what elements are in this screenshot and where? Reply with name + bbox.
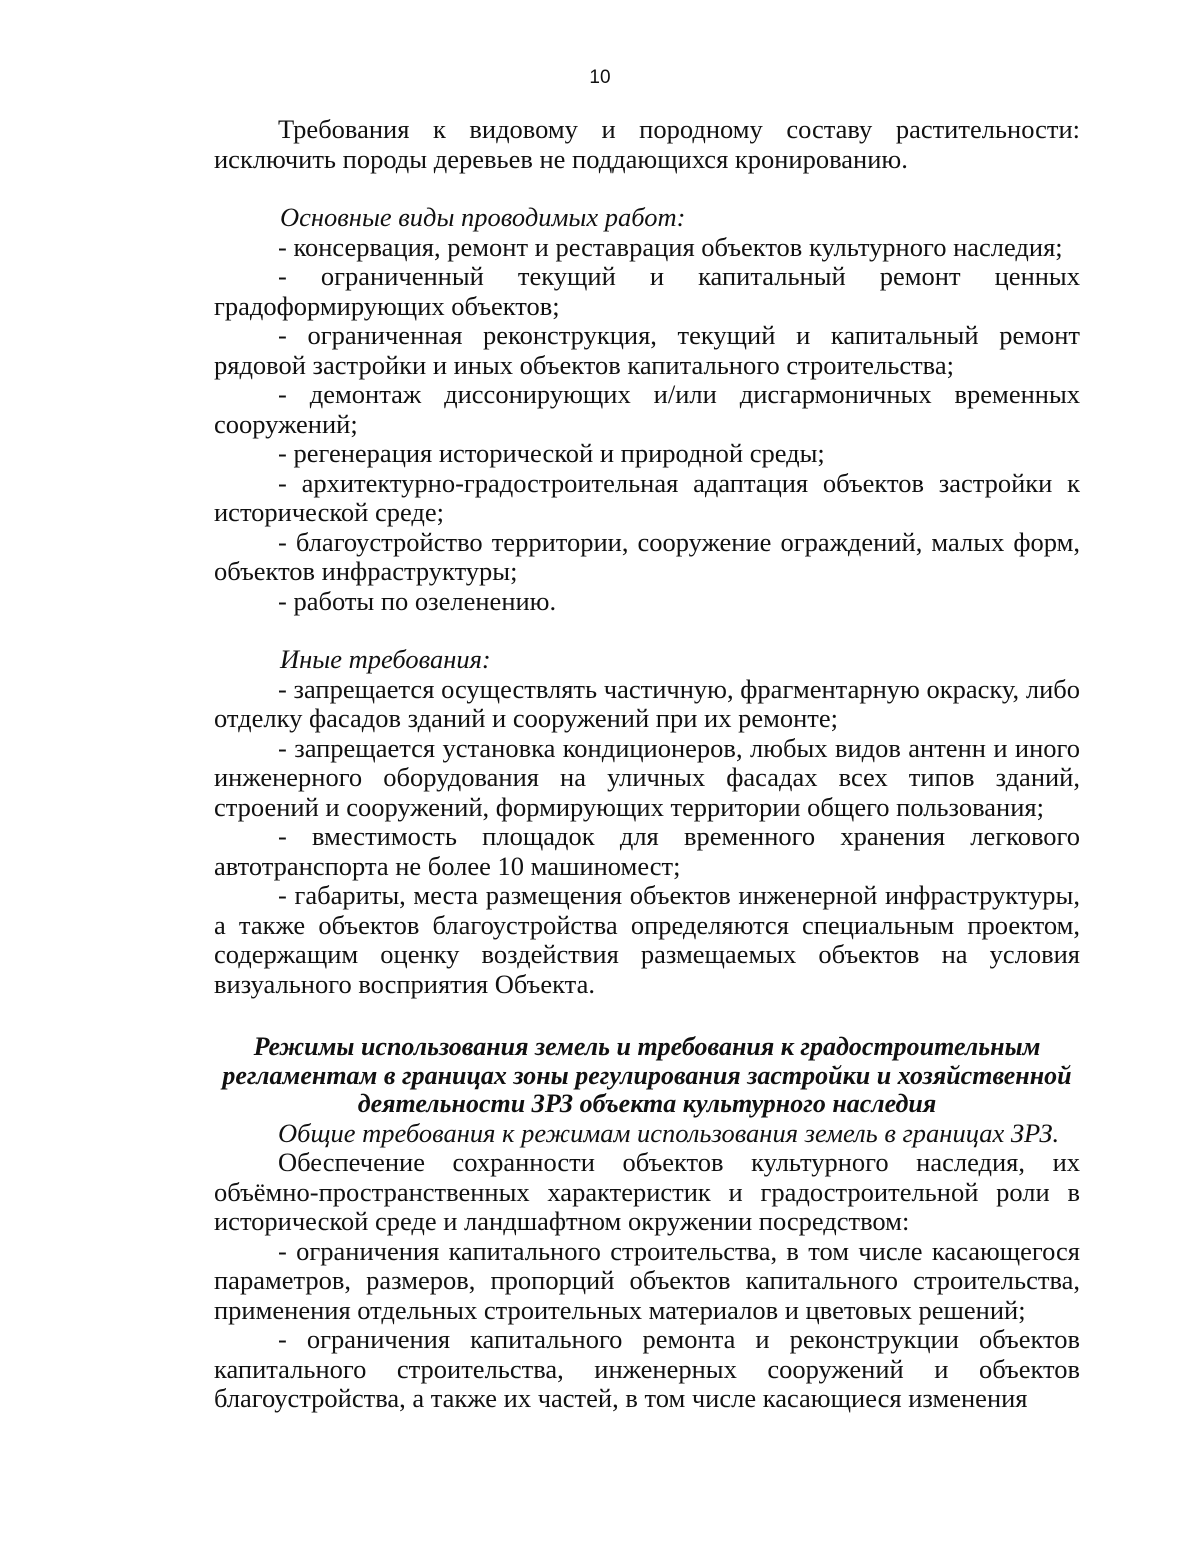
works-item: - демонтаж диссонирующих и/или дисгармоничных временных сооружений;: [214, 379, 1080, 439]
works-item: - консервация, ремонт и реставрация объектов культурного наследия;: [278, 231, 1063, 262]
section-item: - ограничения капитального строительства, в том числе касающегося параметров, размеров, пропорций объектов капитального строительства, применения отдельных строительных материалов и цветовых решений;: [214, 1235, 1080, 1325]
works-item: - благоустройство территории, сооружение ограждений, малых форм, объектов инфраструктуры;: [214, 526, 1080, 586]
document-body: [214, 115, 1080, 1414]
vegetation-requirements-paragraph: Требования к видовому и породному составу растительности: исключить породы деревьев не поддающихся кронированию.: [214, 114, 1080, 174]
other-requirements-item: - запрещается установка кондиционеров, любых видов антенн и иного инженерного оборудования на уличных фасадах всех типов зданий, строений и сооружений, формирующих территории общего пользования;: [214, 732, 1080, 822]
other-requirements-item: - габариты, места размещения объектов инженерной инфраструктуры, а также объектов благоустройства определяются специальным проектом, содержащим оценку воздействия размещаемых объектов на условия визуального восприятия Объекта.: [214, 880, 1080, 999]
works-item: - ограниченный текущий и капитальный ремонт ценных градоформирующих объектов;: [214, 261, 1080, 321]
works-item: - ограниченная реконструкция, текущий и капитальный ремонт рядовой застройки и иных объектов капитального строительства;: [214, 320, 1080, 380]
section-intro-paragraph: Обеспечение сохранности объектов культурного наследия, их объёмно-пространственных характеристик и градостроительной роли в исторической среде и ландшафтном окружении посредством:: [214, 1147, 1080, 1236]
works-item: - архитектурно-градостроительная адаптация объектов застройки к исторической среде;: [214, 467, 1080, 527]
works-item: - регенерация исторической и природной среды;: [278, 438, 825, 468]
section-title: Режимы использования земель и требования к градостроительным регламентам в границах зоны регулирования застройки и хозяйственной деятельности ЗРЗ объекта культурного наследия: [222, 1032, 1072, 1118]
other-requirements-heading: Иные требования:: [280, 644, 491, 674]
works-item: - работы по озеленению.: [278, 585, 557, 616]
other-requirements-item: - запрещается осуществлять частичную, фрагментарную окраску, либо отделку фасадов зданий и сооружений при их ремонте;: [214, 673, 1080, 733]
section-item: - ограничения капитального ремонта и реконструкции объектов капитального строительства, инженерных сооружений и объектов благоустройства, а также их частей, в том числе касающиеся изменения: [214, 1324, 1080, 1413]
works-heading: Основные виды проводимых работ:: [280, 202, 686, 232]
page-number: 10: [589, 67, 611, 88]
other-requirements-item: - вместимость площадок для временного хранения легкового автотранспорта не более 10 машиномест;: [214, 821, 1080, 881]
section-subtitle: Общие требования к режимам использования земель в границах ЗРЗ.: [278, 1117, 1060, 1148]
